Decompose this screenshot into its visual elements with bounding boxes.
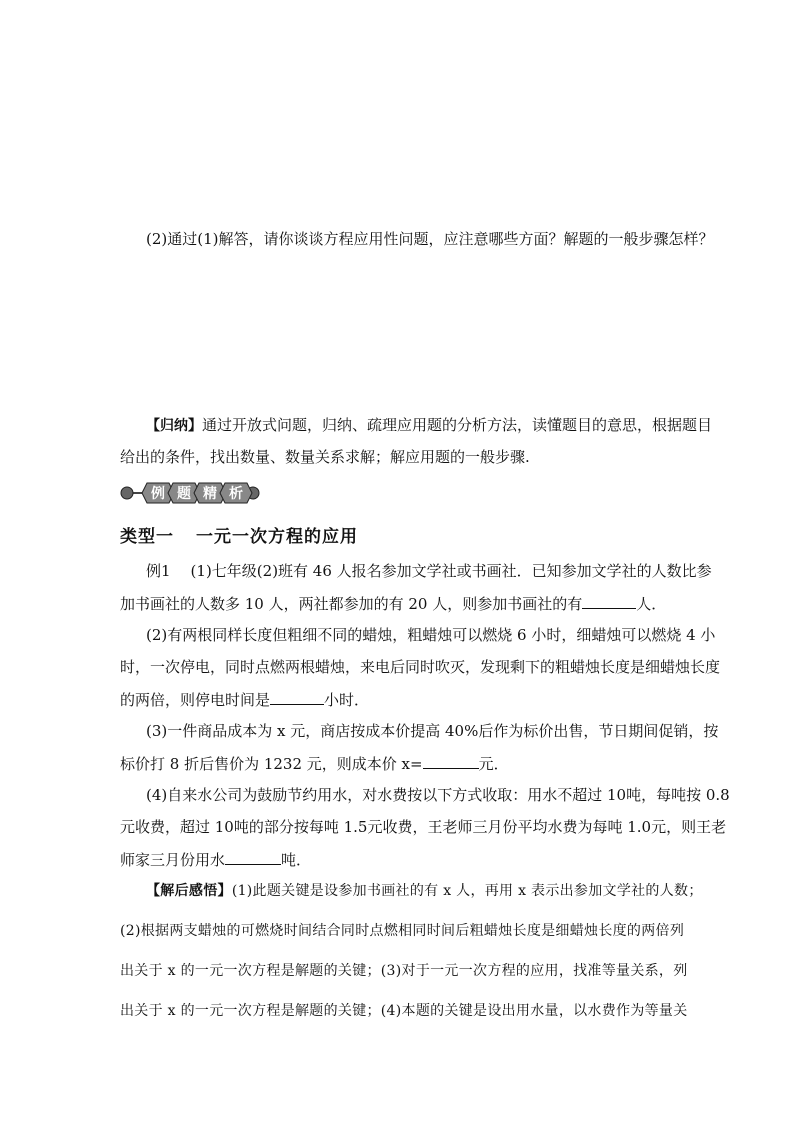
summary-label: 【归纳】 [146, 418, 202, 434]
example-p3-line-2 [120, 752, 680, 775]
example-p4-text-4: 吨． [281, 851, 312, 869]
example-analysis-banner [120, 482, 260, 504]
reflection-line-1 [146, 880, 706, 902]
example-p4-line-3 [120, 848, 680, 871]
question-2: (2)通过(1)解答，请你谈谈方程应用性问题，应注意哪些方面？解题的一般步骤怎样？ [146, 230, 714, 248]
example-p4-text-3: 师家三月份用水 [120, 851, 226, 869]
section-title [120, 522, 358, 547]
example-p3-text-3: 元． [478, 755, 509, 773]
summary-line-1 [146, 414, 713, 437]
banner-char-2: 题 [177, 486, 191, 502]
banner-char-4: 析 [229, 486, 243, 502]
example-p2-text-3: 的两倍，则停电时间是 [120, 691, 271, 709]
section-type: 类型一 [120, 527, 174, 547]
answer-blank-4[interactable] [225, 848, 281, 865]
reflection-line-2: (2)根据两支蜡烛的可燃烧时间结合同时点燃相同时间后粗蜡烛长度是细蜡烛长度的两倍列 [120, 923, 685, 939]
example-label: 例1 [146, 562, 171, 580]
answer-blank-1[interactable] [582, 592, 636, 609]
example-p2-line-1: (2)有两根同样长度但粗细不同的蜡烛，粗蜡烛可以燃烧 6 小时，细蜡烛可以燃烧 4 小 [146, 626, 716, 644]
example-p1-line-1 [146, 560, 712, 582]
summary-line-2: 给出的条件，找出数量、数量关系求解；解应用题的一般步骤. [120, 448, 530, 466]
reflection-line-4: 出关于 x 的一元一次方程是解题的关键；(4)本题的关键是设出用水量，以水费作为等量关 [120, 1003, 688, 1019]
example-p3-text-2: 标价打 8 折后售价为 1232 元，则成本价 x= [120, 755, 423, 773]
example-p4-line-1: (4)自来水公司为鼓励节约用水，对水费按以下方式收取：用水不超过 10吨，每吨按 0.8 [146, 786, 730, 804]
example-p1-text-3: 人． [636, 595, 667, 613]
section-topic: 一元一次方程的应用 [196, 527, 358, 547]
banner-char-1: 例 [151, 486, 165, 502]
example-p1-text-1: (1)七年级(2)班有 46 人报名参加文学社或书画社．已知参加文学社的人数比参 [190, 562, 712, 580]
answer-blank-2[interactable] [270, 688, 324, 705]
example-p1-text-2: 加书画社的人数多 10 人，两社都参加的有 20 人，则参加书画社的有 [120, 595, 583, 613]
banner-char-3: 精 [203, 486, 217, 502]
answer-blank-3[interactable] [423, 752, 479, 769]
example-p2-text-4: 小时． [324, 691, 370, 709]
reflection-label: 【解后感悟】 [146, 883, 232, 899]
example-p4-line-2: 元收费，超过 10吨的部分按每吨 1.5元收费，王老师三月份平均水费为每吨 1.0元，则王老 [120, 818, 727, 836]
example-p2-line-3 [120, 688, 680, 711]
reflection-line-3: 出关于 x 的一元一次方程是解题的关键；(3)对于一元一次方程的应用，找准等量关系，列 [120, 963, 688, 979]
example-p1-line-2 [120, 592, 680, 615]
banner-left-dot [121, 487, 133, 499]
example-p2-line-2: 时，一次停电，同时点燃两根蜡烛，来电后同时吹灭，发现剩下的粗蜡烛长度是细蜡烛长度 [120, 658, 721, 676]
example-p3-line-1: (3)一件商品成本为 x 元，商店按成本价提高 40%后作为标价出售，节日期间促销，按 [146, 722, 719, 740]
reflection-text-1: (1)此题关键是设参加书画社的有 x 人，再用 x 表示出参加文学社的人数； [231, 883, 703, 899]
summary-text-1: 通过开放式问题，归纳、疏理应用题的分析方法，读懂题目的意思，根据题目 [202, 416, 713, 434]
